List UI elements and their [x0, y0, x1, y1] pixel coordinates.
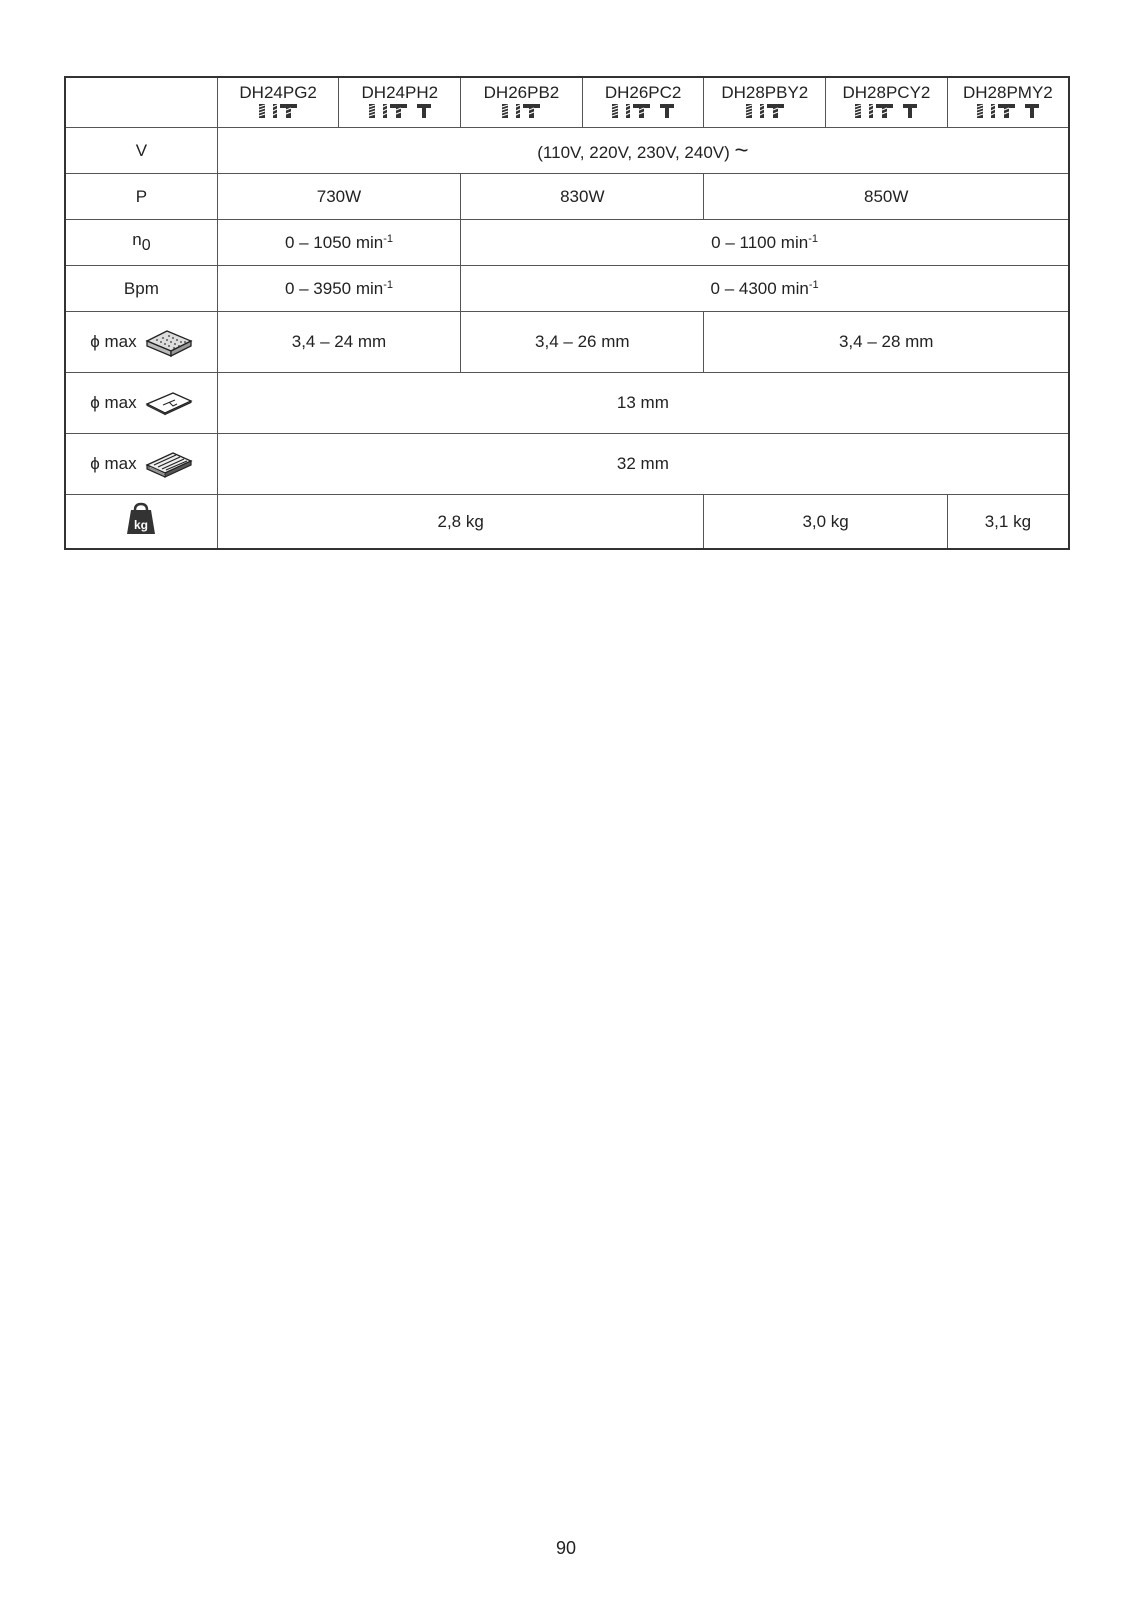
model-cell — [339, 77, 461, 128]
drill-bit-icon — [611, 103, 619, 119]
impact-rate-value: 0 – 3950 $\min^{-1}$ — [217, 266, 460, 312]
power-value: 830W — [461, 174, 704, 220]
power-value: 850W — [704, 174, 1069, 220]
model-cell — [582, 77, 704, 128]
chisel-icon — [902, 103, 918, 119]
sds-bit-icon — [515, 103, 541, 119]
specifications-table — [64, 76, 1070, 550]
model-name: DH24PG2 — [239, 83, 317, 102]
model-name: DH26PB2 — [483, 83, 560, 102]
concrete-capacity-row — [65, 312, 1069, 373]
voltage-label: V — [65, 128, 217, 174]
no-load-speed-row — [65, 220, 1069, 266]
impact-rate-label: Bpm — [65, 266, 217, 312]
model-cell — [461, 77, 583, 128]
chisel-icon — [659, 103, 675, 119]
weight-kg-icon — [125, 502, 157, 536]
model-name: DH28PBY2 — [721, 83, 809, 102]
weight-label-cell — [65, 495, 217, 550]
drill-bit-icon — [854, 103, 862, 119]
wood-capacity-label-cell — [65, 434, 217, 495]
model-name: DH28PCY2 — [842, 83, 931, 102]
steel-capacity-value: 13 mm — [217, 373, 1069, 434]
weight-value: 3,0 kg — [704, 495, 947, 550]
wood-board-icon — [145, 449, 193, 479]
drill-bit-icon — [258, 103, 266, 119]
model-cell — [704, 77, 826, 128]
model-name: DH24PH2 — [361, 83, 439, 102]
model-header-row — [65, 77, 1069, 128]
wood-capacity-label: ϕ max — [90, 454, 137, 473]
no-load-speed-label: $n_0$ — [65, 220, 217, 266]
sds-bit-icon — [382, 103, 408, 119]
wood-capacity-value: 32 mm — [217, 434, 1069, 495]
speed-value: 0 – 1050 $\min^{-1}$ — [217, 220, 460, 266]
speed-value: 0 – 1100 $\min^{-1}$ — [461, 220, 1069, 266]
model-name: DH26PC2 — [604, 83, 682, 102]
concrete-capacity-value: 3,4 – 28 mm — [704, 312, 1069, 373]
sds-bit-icon — [272, 103, 298, 119]
drill-bit-icon — [501, 103, 509, 119]
sds-bit-icon — [868, 103, 894, 119]
sds-bit-icon — [625, 103, 651, 119]
concrete-capacity-label: ϕ max — [90, 332, 137, 351]
concrete-capacity-label-cell — [65, 312, 217, 373]
impact-rate-row — [65, 266, 1069, 312]
weight-value: 2,8 kg — [217, 495, 704, 550]
power-label: P — [65, 174, 217, 220]
model-cell — [826, 77, 948, 128]
model-name: DH28PMY2 — [963, 83, 1053, 102]
voltage-value: (110V, 220V, 230V, 240V) — [537, 142, 730, 162]
steel-capacity-row — [65, 373, 1069, 434]
page-number: 90 — [555, 1538, 577, 1558]
impact-rate-value: 0 – 4300 $\min^{-1}$ — [461, 266, 1069, 312]
power-row — [65, 174, 1069, 220]
chisel-icon — [1024, 103, 1040, 119]
concrete-block-icon — [145, 327, 193, 357]
weight-row — [65, 495, 1069, 550]
chisel-icon — [416, 103, 432, 119]
model-cell — [947, 77, 1069, 128]
drill-bit-icon — [745, 103, 753, 119]
ac-symbol: ~ — [734, 136, 749, 164]
steel-capacity-label: ϕ max — [90, 393, 137, 412]
voltage-value-cell — [217, 128, 1069, 174]
empty-corner-cell — [65, 77, 217, 128]
drill-bit-icon — [976, 103, 984, 119]
drill-bit-icon — [368, 103, 376, 119]
steel-capacity-label-cell — [65, 373, 217, 434]
wood-capacity-row — [65, 434, 1069, 495]
model-cell — [217, 77, 339, 128]
sds-bit-icon — [990, 103, 1016, 119]
svg-text:kg: kg — [134, 518, 149, 532]
sds-bit-icon — [759, 103, 785, 119]
concrete-capacity-value: 3,4 – 24 mm — [217, 312, 460, 373]
power-value: 730W — [217, 174, 460, 220]
concrete-capacity-value: 3,4 – 26 mm — [461, 312, 704, 373]
weight-value: 3,1 kg — [947, 495, 1069, 550]
steel-plate-icon — [145, 390, 193, 416]
voltage-row — [65, 128, 1069, 174]
